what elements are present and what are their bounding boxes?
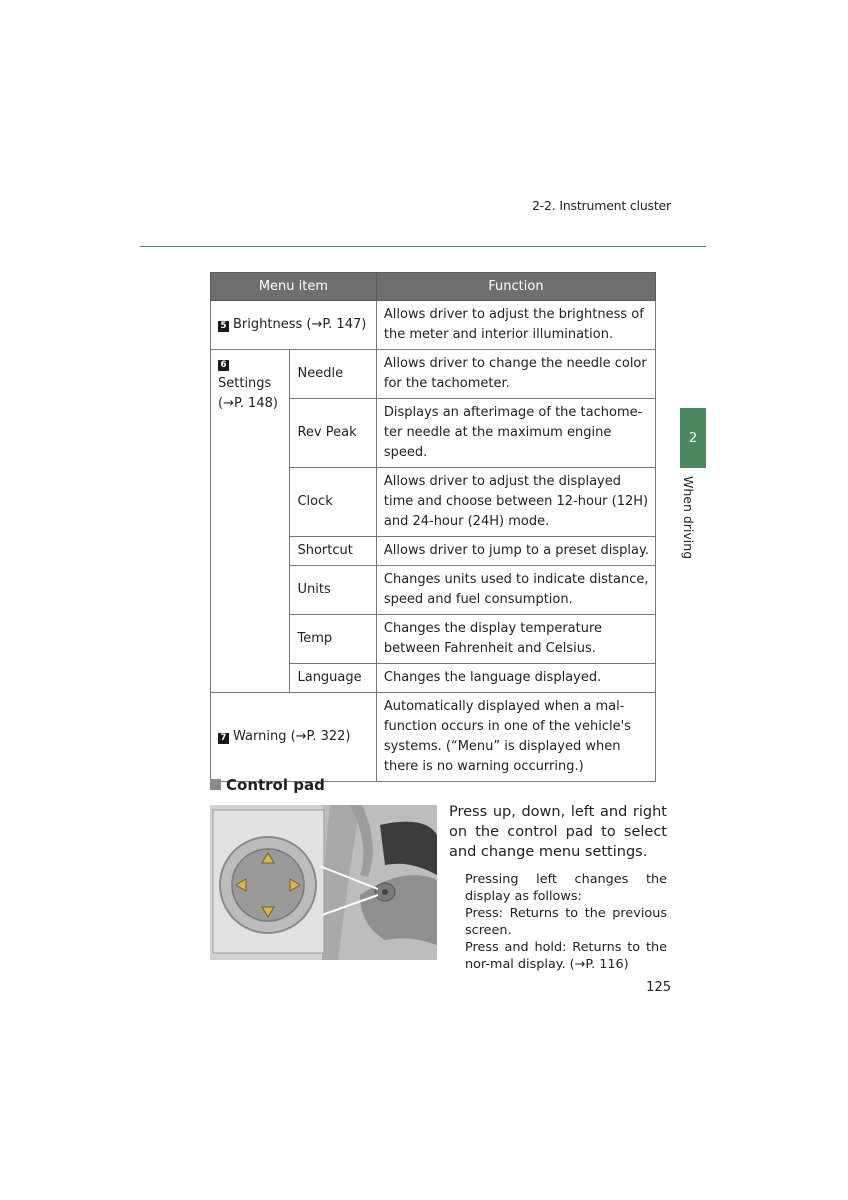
- function-cell: Changes units used to indicate distance, speed and fuel consumption.: [376, 566, 655, 615]
- subitem-name: Temp: [290, 615, 376, 664]
- control-pad-note: [465, 871, 667, 973]
- control-pad-heading: [210, 776, 325, 794]
- note-line: Press and hold: Returns to the nor-mal display. (→P. 116): [465, 940, 667, 972]
- function-cell: Displays an afterimage of the tachome-ter needle at the maximum engine speed.: [376, 399, 655, 468]
- header-function: Function: [376, 273, 655, 301]
- function-cell: Allows driver to adjust the displayed time and choose between 12-hour (12H) and 24-hour (24H) mode.: [376, 468, 655, 537]
- number-badge: 5: [218, 321, 229, 332]
- subitem-name: Language: [290, 664, 376, 693]
- table-row: [211, 301, 656, 350]
- menu-item-label: Brightness (→P. 147): [233, 317, 367, 332]
- chapter-label: When driving: [681, 476, 696, 560]
- table-row: [211, 350, 656, 399]
- header-menu-item: Menu item: [211, 273, 377, 301]
- control-pad-illustration: [210, 805, 437, 960]
- chapter-tab: [680, 408, 706, 468]
- subitem-name: Needle: [290, 350, 376, 399]
- function-cell: Allows driver to jump to a preset display.: [376, 537, 655, 566]
- chapter-number: 2: [688, 430, 698, 446]
- section-square-icon: [210, 779, 221, 790]
- header-divider: [140, 246, 706, 247]
- menu-item-label: Warning (→P. 322): [233, 729, 351, 744]
- menu-table: [210, 272, 656, 782]
- section-title: 2-2. Instrument cluster: [531, 198, 671, 213]
- control-pad-description: Press up, down, left and right on the control pad to select and change menu settings.: [449, 804, 667, 860]
- steering-wheel-illustration: [210, 805, 437, 960]
- menu-item-brightness: [211, 301, 377, 350]
- menu-item-settings: [211, 350, 290, 693]
- function-cell: Changes the language displayed.: [376, 664, 655, 693]
- function-cell: Allows driver to adjust the brightness of the meter and interior illumination.: [376, 301, 655, 350]
- function-cell: Automatically displayed when a mal-function occurs in one of the vehicle's systems. (“Menu” is displayed when there is no warning occurring.): [376, 693, 655, 782]
- number-badge: 6: [218, 360, 229, 371]
- page-number: 125: [646, 980, 671, 995]
- note-line: Press: Returns to the previous screen.: [465, 906, 667, 938]
- subitem-name: Units: [290, 566, 376, 615]
- menu-item-label: Settings (→P. 148): [218, 376, 278, 411]
- function-cell: Allows driver to change the needle color for the tachometer.: [376, 350, 655, 399]
- heading-text: Control pad: [226, 776, 325, 794]
- menu-item-warning: [211, 693, 377, 782]
- note-line: Pressing left changes the display as follows:: [465, 872, 667, 904]
- table-row: [211, 693, 656, 782]
- function-cell: Changes the display temperature between Fahrenheit and Celsius.: [376, 615, 655, 664]
- subitem-name: Rev Peak: [290, 399, 376, 468]
- subitem-name: Clock: [290, 468, 376, 537]
- number-badge: 7: [218, 733, 229, 744]
- subitem-name: Shortcut: [290, 537, 376, 566]
- table-header-row: [211, 273, 656, 301]
